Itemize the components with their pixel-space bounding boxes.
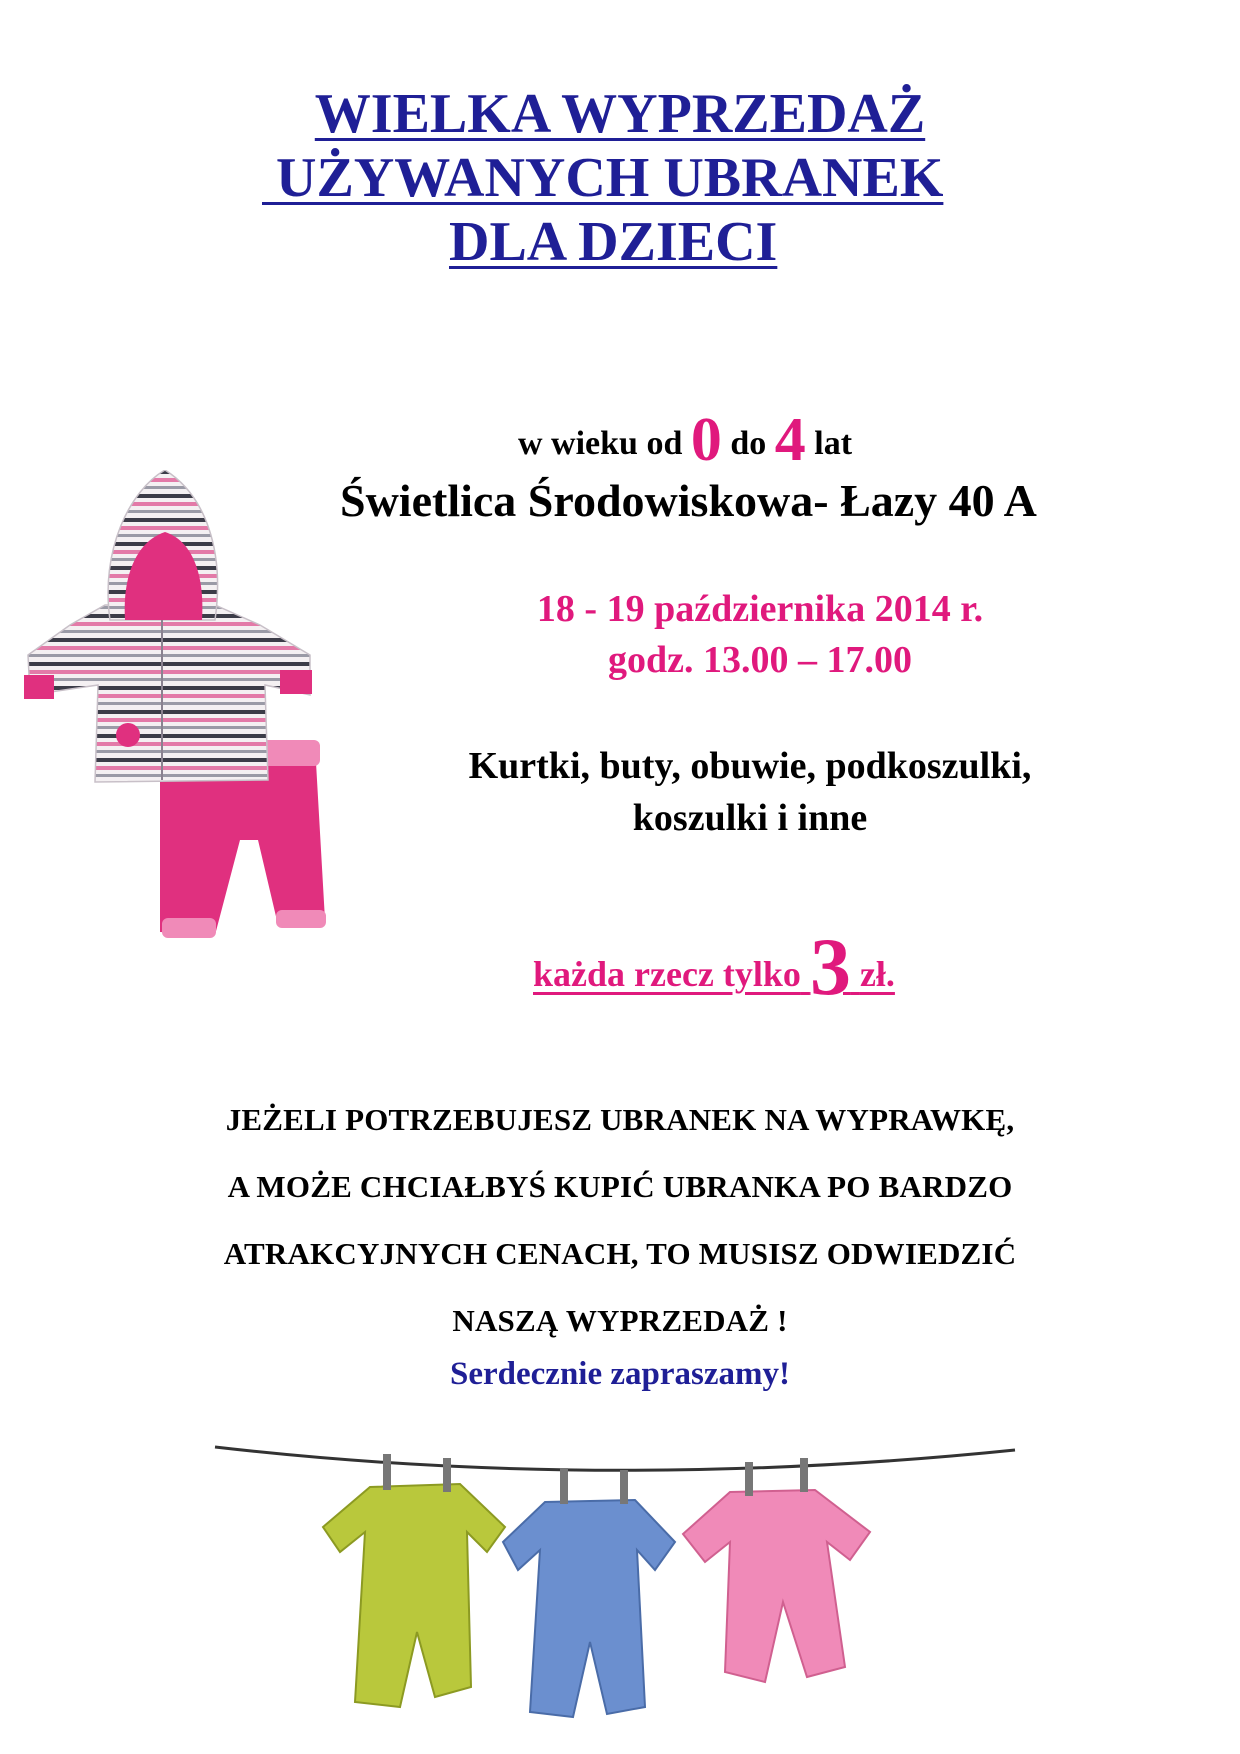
price-amount: 3 <box>809 921 851 1012</box>
title-line-2: UŻYWANYCH UBRANEK <box>262 147 944 209</box>
venue: Świetlica Środowiskowa- Łazy 40 A <box>340 475 1037 526</box>
age-from: 0 <box>690 406 722 474</box>
invitation: Serdecznie zapraszamy! <box>450 1356 790 1392</box>
age-to: 4 <box>774 406 806 474</box>
age-suffix: lat <box>814 425 853 462</box>
age-prefix: w wieku od <box>518 425 683 462</box>
title-line-3: DLA DZIECI <box>449 211 778 273</box>
baby-outfit-image <box>10 470 330 975</box>
clothes-peg <box>383 1454 391 1490</box>
items-line-1: Kurtki, buty, obuwie, podkoszulki, <box>468 745 1032 787</box>
items-line-2: koszulki i inne <box>632 797 868 839</box>
price-prefix: każda rzecz tylko <box>533 954 801 994</box>
event-hours: godz. 13.00 – 17.00 <box>608 639 912 681</box>
event-days: 18 - 19 października 2014 r. <box>536 588 984 630</box>
message-line-1: JEŻELI POTRZEBUJESZ UBRANEK NA WYPRAWKĘ, <box>225 1102 1015 1137</box>
price-line <box>533 920 895 1014</box>
jacket <box>28 605 310 782</box>
message-line-2: A MOŻE CHCIAŁBYŚ KUPIĆ UBRANKA PO BARDZO <box>227 1169 1013 1204</box>
age-middle: do <box>730 425 767 462</box>
green-romper <box>323 1484 505 1707</box>
title-line-1: WIELKA WYPRZEDAŻ <box>314 83 926 145</box>
blue-romper <box>503 1500 675 1717</box>
clothesline-image <box>205 1432 1025 1744</box>
price-currency: zł. <box>859 954 895 994</box>
pink-romper <box>683 1490 870 1682</box>
clothesline-rope <box>215 1447 1015 1470</box>
age-range <box>518 405 852 476</box>
jacket-emblem <box>116 723 140 747</box>
message-line-3: ATRAKCYJNYCH CENACH, TO MUSISZ ODWIEDZIĆ <box>223 1236 1017 1271</box>
message-line-4: NASZĄ WYPRZEDAŻ ! <box>452 1303 788 1338</box>
